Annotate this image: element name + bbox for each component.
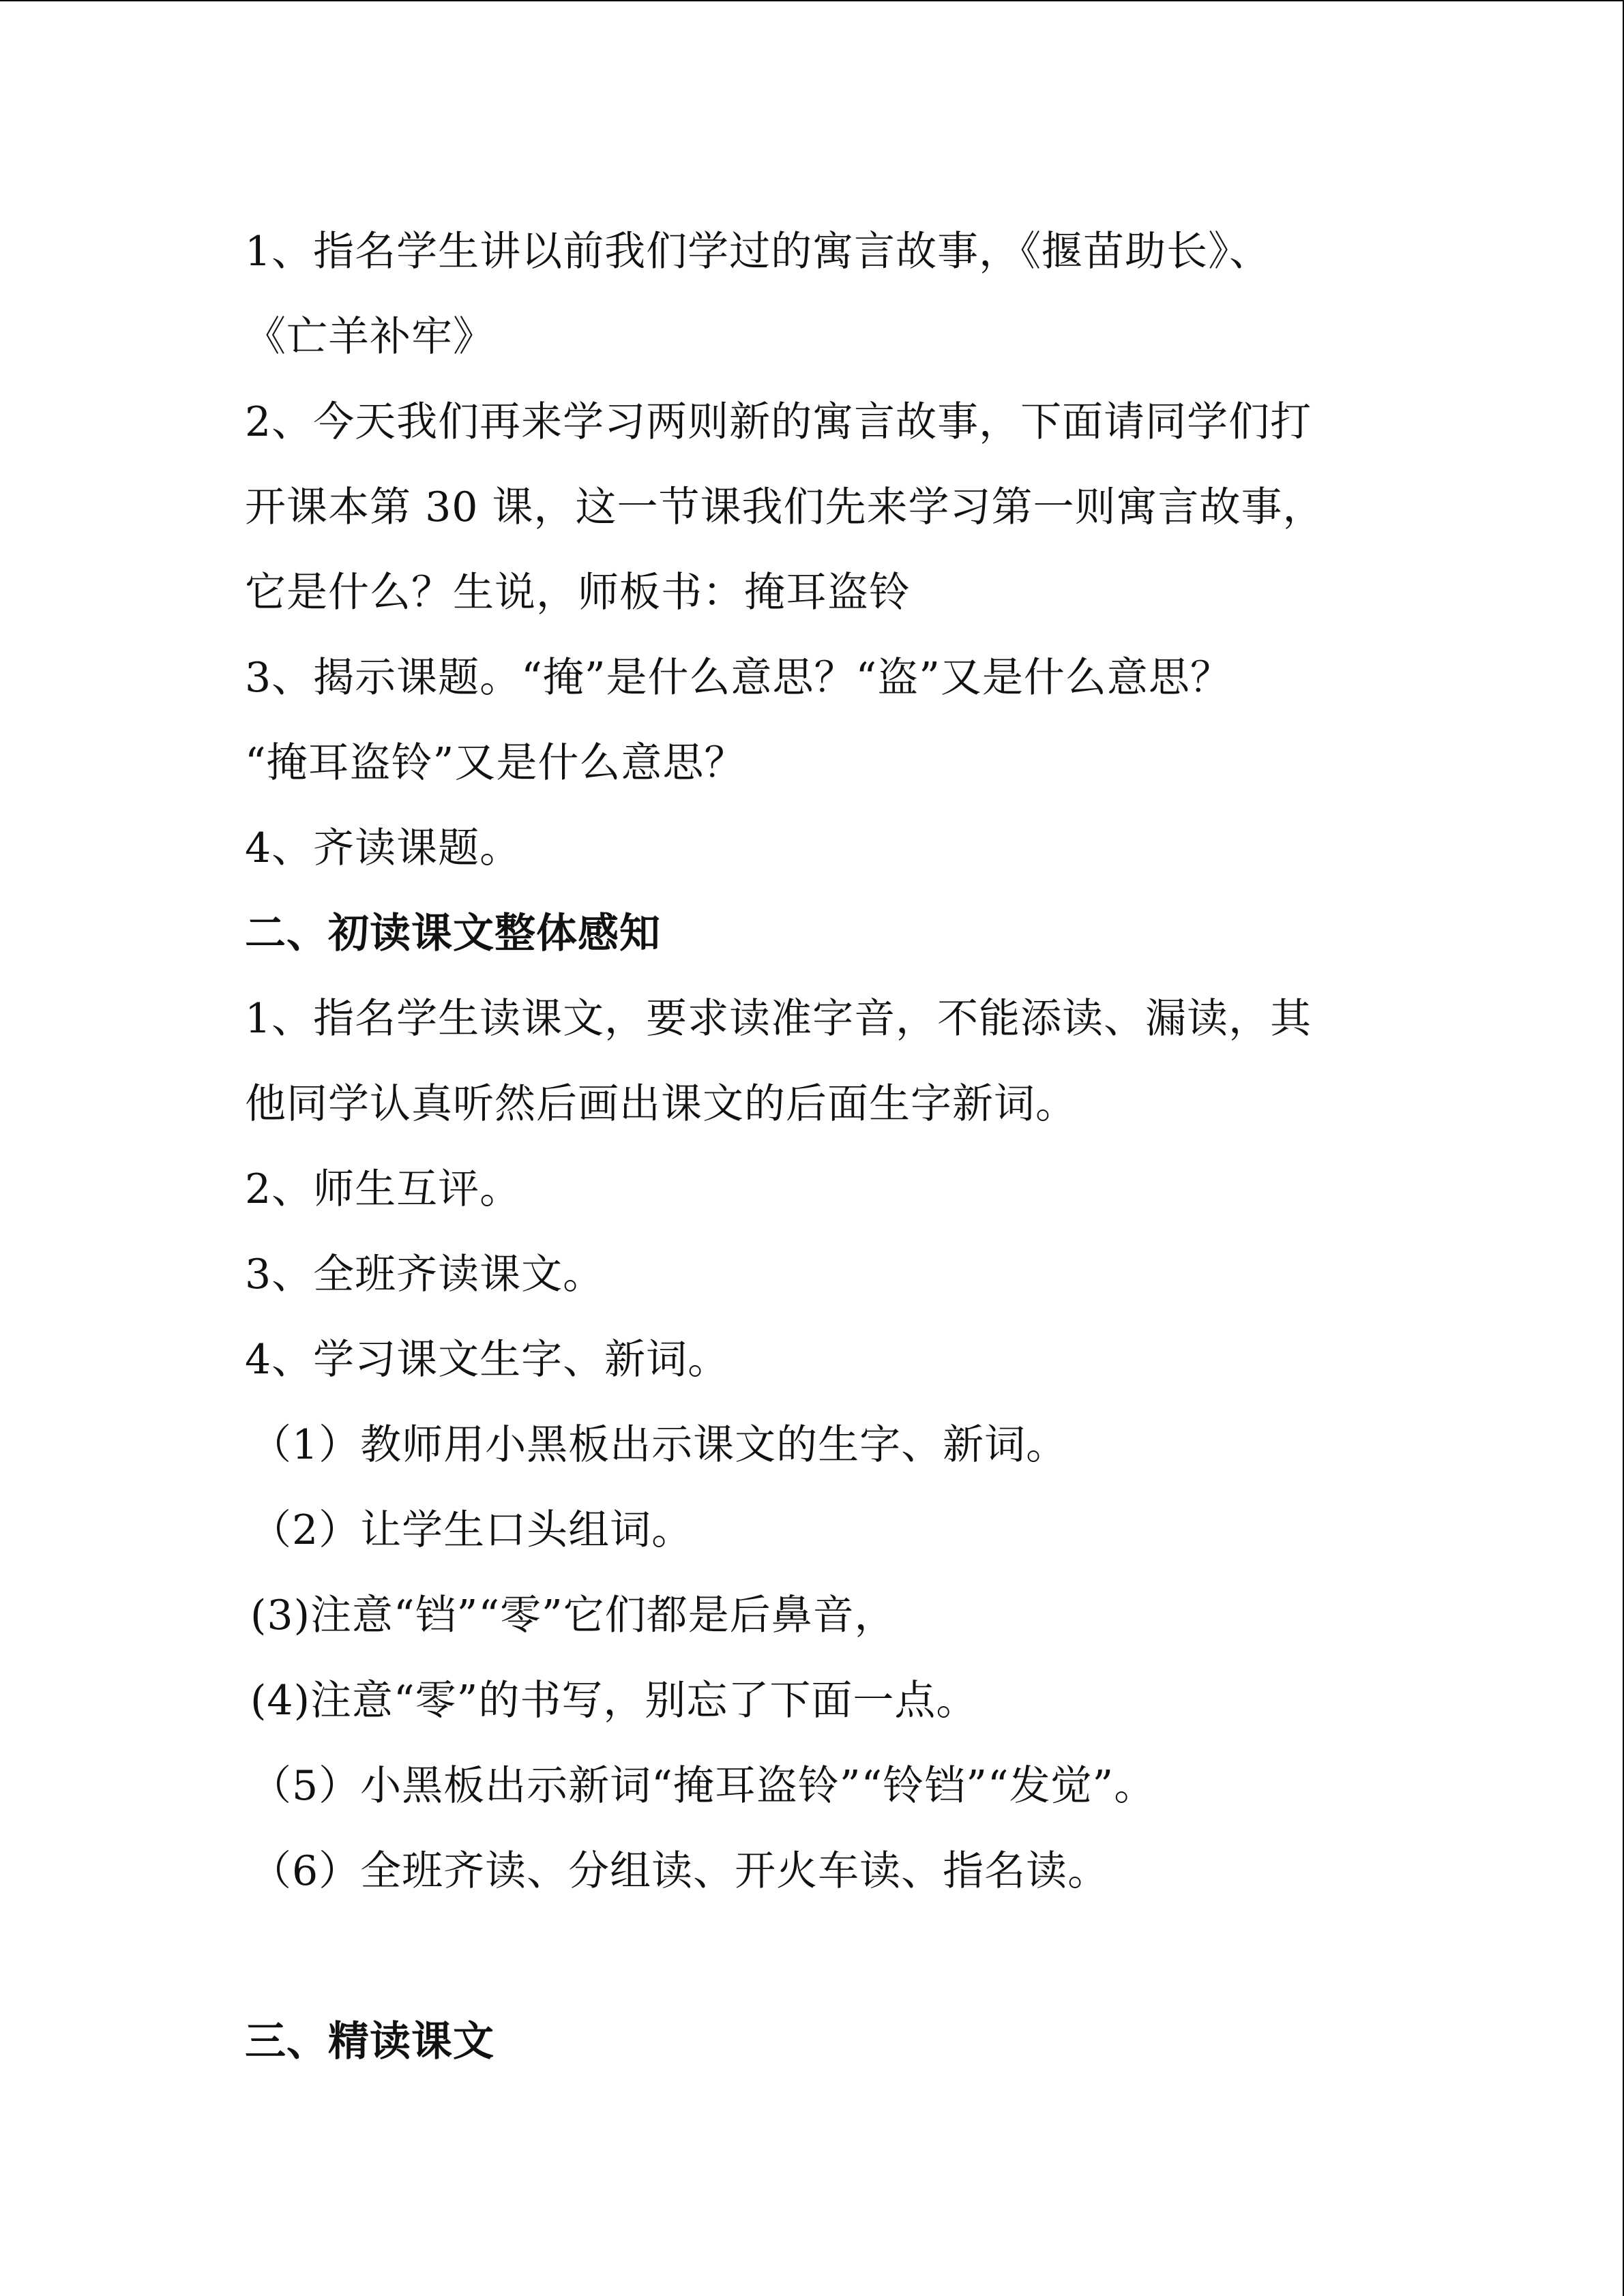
sub-item: （6）全班齐读、分组读、开火车读、指名读。 bbox=[250, 1847, 1110, 1895]
section-heading: 二、初读课文整体感知 bbox=[245, 910, 661, 957]
sub-item: (4)注意“零”的书写，别忘了下面一点。 bbox=[250, 1677, 978, 1725]
blank-line bbox=[245, 1914, 1363, 1999]
sub-item: (3)注意“铛”“零”它们都是后鼻音， bbox=[250, 1592, 896, 1639]
text-line: 4、学习课文生字、新词。 bbox=[245, 1336, 730, 1384]
text-line: 3、全班齐读课文。 bbox=[245, 1251, 605, 1298]
text-line: 2、今天我们再来学习两则新的寓言故事，下面请同学们打 bbox=[245, 398, 1312, 446]
document-body bbox=[245, 209, 1363, 2085]
text-line: 1、指名学生读课文，要求读准字音，不能添读、漏读，其 bbox=[245, 995, 1312, 1043]
section-heading: 三、精读课文 bbox=[245, 2018, 494, 2066]
sub-item: （5）小黑板出示新词“掩耳盗铃”“铃铛”“发觉”。 bbox=[250, 1762, 1156, 1810]
sub-item: （1）教师用小黑板出示课文的生字、新词。 bbox=[250, 1421, 1068, 1469]
text-line: 3、揭示课题。“掩”是什么意思？“盗”又是什么意思？ bbox=[245, 654, 1232, 702]
text-line: 2、师生互评。 bbox=[245, 1165, 522, 1213]
text-line: 开课本第 30 课，这一节课我们先来学习第一则寓言故事， bbox=[245, 483, 1325, 531]
text-line: “掩耳盗铃”又是什么意思？ bbox=[245, 739, 746, 787]
text-line: 4、齐读课题。 bbox=[245, 824, 522, 872]
text-line: 他同学认真听然后画出课文的后面生字新词。 bbox=[245, 1080, 1077, 1128]
text-line: 1、指名学生讲以前我们学过的寓言故事，《揠苗助长》、 bbox=[245, 228, 1271, 275]
sub-item: （2）让学生口头组词。 bbox=[250, 1506, 694, 1554]
text-line: 《亡羊补牢》 bbox=[245, 313, 494, 361]
text-line: 它是什么？生说，师板书：掩耳盗铃 bbox=[245, 569, 911, 616]
